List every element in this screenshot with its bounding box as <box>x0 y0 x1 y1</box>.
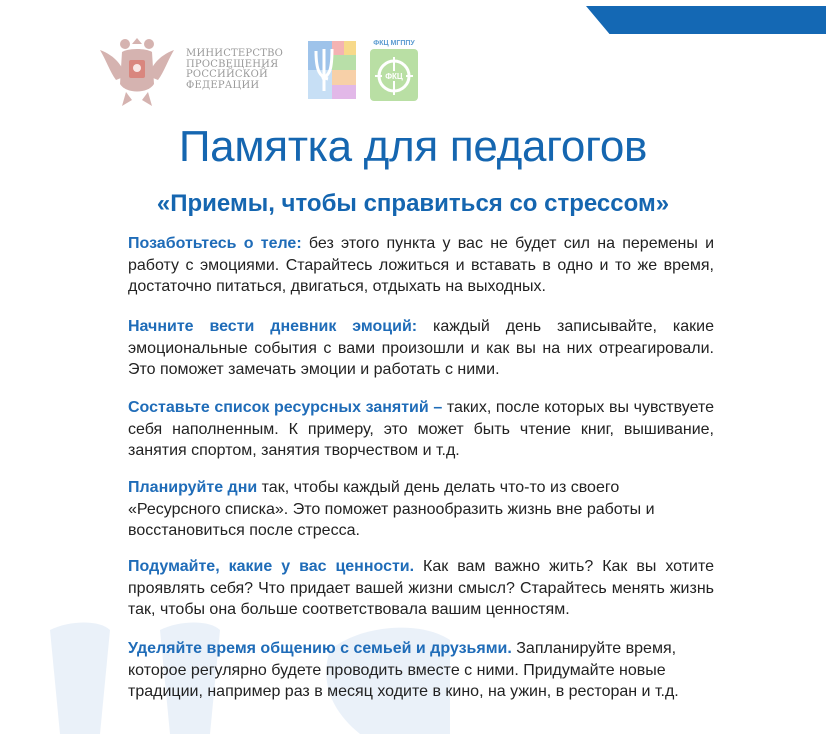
tip-paragraph <box>128 316 714 381</box>
ministry-name <box>186 48 284 91</box>
ministry-line: МИНИСТЕРСТВО <box>186 48 284 59</box>
tip-paragraph <box>128 556 714 621</box>
fkc-logo-icon <box>370 49 418 101</box>
tip-paragraph <box>128 477 714 542</box>
ministry-line: ФЕДЕРАЦИИ <box>186 79 260 91</box>
education-logo-icon <box>308 41 356 99</box>
tip-paragraph <box>128 233 714 298</box>
ministry-line: РОССИЙСКОЙ <box>186 69 268 80</box>
tip-lead: Уделяйте время общению с семьей и друзьями. <box>128 640 512 657</box>
tip-lead: Составьте список ресурсных занятий – <box>128 399 443 416</box>
ministry-line: ПРОСВЕЩЕНИЯ <box>186 58 279 70</box>
tip-paragraph <box>128 638 714 703</box>
tip-lead: Планируйте дни <box>128 479 258 496</box>
fkc-logo <box>366 40 422 101</box>
fkc-mark: ФКЦ <box>385 71 403 81</box>
tip-paragraph <box>128 397 714 462</box>
tip-text: каждый день записывайте, какие эмоциональные события с вами произошли и как вы на них отреагировали. Это поможет замечать эмоции и работать с ними. <box>128 318 715 378</box>
tip-text: Как вам важно жить? Как вы хотите проявлять себя? Что придает вашей жизни смысл? Старайтесь менять жизнь так, чтобы она больше соответствовала вашим ценностям. <box>128 558 715 618</box>
page-title: Памятка для педагогов <box>178 122 648 171</box>
tip-text: таких, после которых вы чувствуете себя наполненным. К примеру, это может быть чтение книг, вышивание, занятия спортом, занятия творчеством и т.д. <box>128 399 714 459</box>
tip-lead: Позаботьтесь о теле: <box>128 235 302 252</box>
russian-coat-of-arms-icon <box>92 30 182 110</box>
tip-text: так, чтобы каждый день делать что-то из своего «Ресурсного списка». Это поможет разнообразить жизнь вне работы и восстановиться после стресса. <box>128 479 655 539</box>
fkc-caption: ФКЦ МГППУ <box>373 39 415 47</box>
tip-text: Запланируйте время, которое регулярно будете проводить вместе с ними. Придумайте новые традиции, например раз в месяц ходите в кино, на ужин, в ресторан и т.д. <box>128 640 679 700</box>
tip-lead: Подумайте, какие у вас ценности. <box>128 558 415 575</box>
page-subtitle: «Приемы, чтобы справиться со стрессом» <box>156 190 670 217</box>
corner-decoration <box>586 0 826 40</box>
tip-text: без этого пункта у вас не будет сил на перемены и работу с эмоциями. Старайтесь ложиться и вставать в одно и то же время, достаточно питаться, двигаться, отдыхать на выходных. <box>128 235 715 295</box>
tip-lead: Начните вести дневник эмоций: <box>128 318 418 335</box>
header-logos <box>92 30 422 110</box>
